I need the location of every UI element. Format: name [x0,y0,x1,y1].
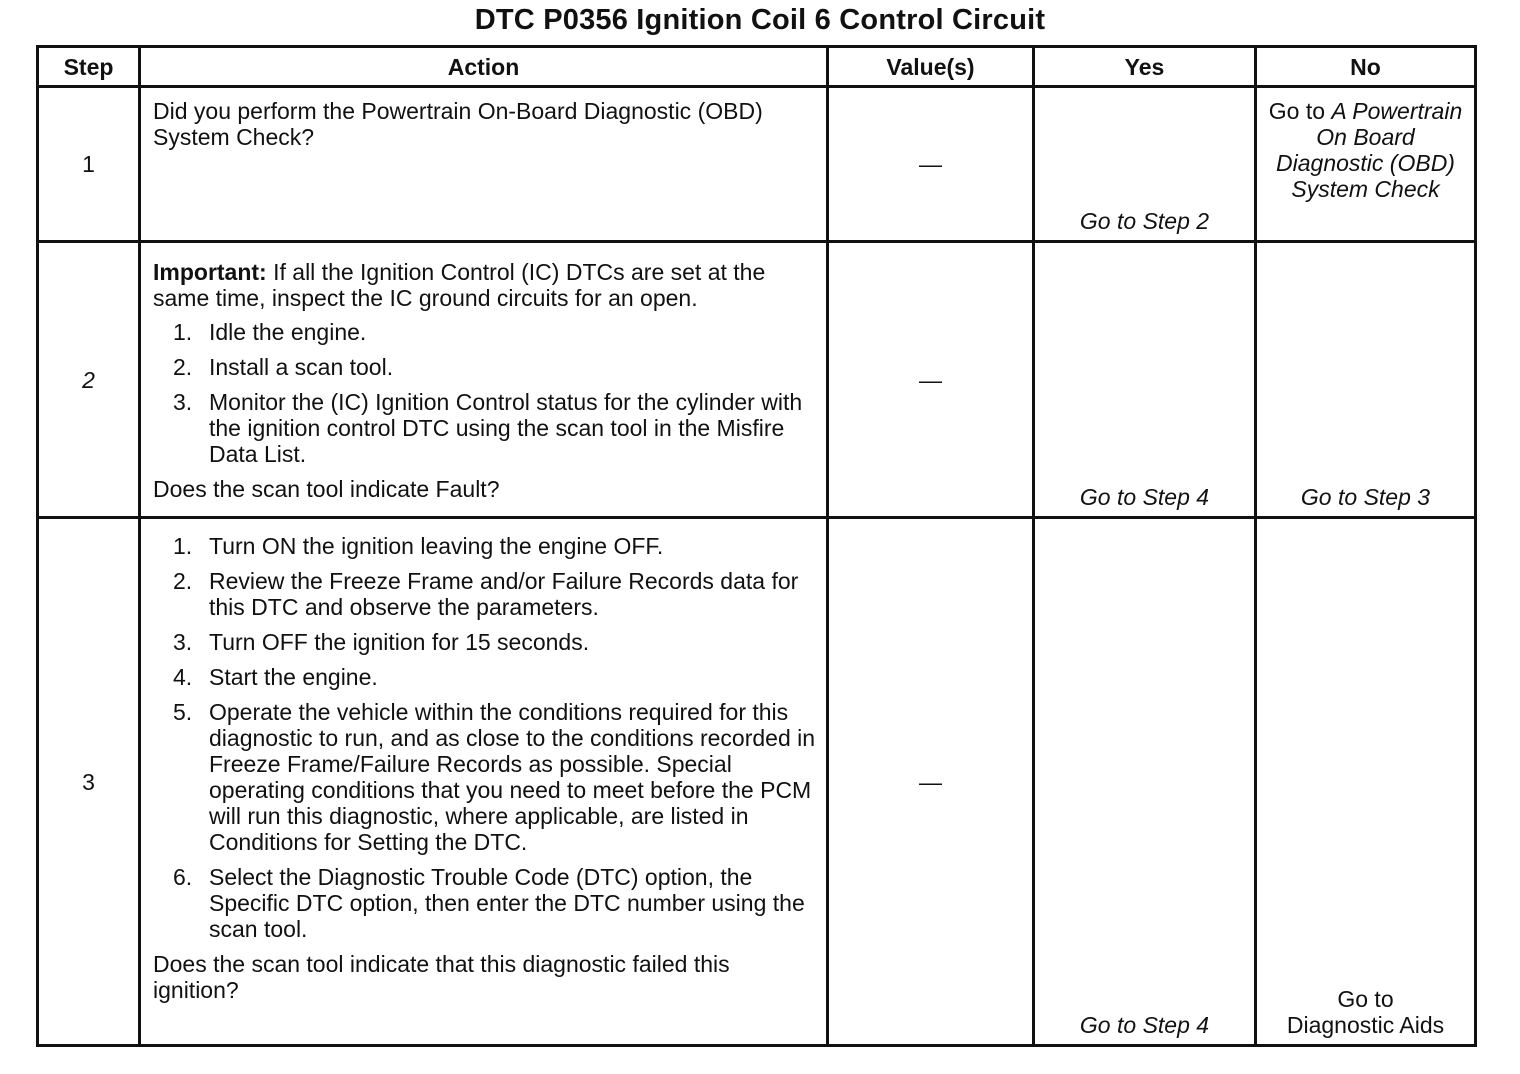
action-question: Does the scan tool indicate that this diagnostic failed this ignition? [153,951,730,1003]
action-steps [153,319,816,467]
no-cell: Go to Step 3 [1256,242,1476,518]
no-line-1: Go to [1337,986,1394,1012]
step-number: 1 [38,87,140,242]
yes-cell: Go to Step 4 [1034,242,1256,518]
important-label: Important: [153,259,267,285]
list-item: 4. Start the engine. [173,664,378,690]
table-row [38,87,1476,242]
diagnostic-table [36,45,1477,1047]
header-no: No [1256,47,1476,87]
table-row [38,242,1476,518]
no-line-2: Diagnostic Aids [1286,1012,1445,1038]
header-yes: Yes [1034,47,1256,87]
step-number: 2 [38,242,140,518]
list-item: 2. Review the Freeze Frame and/or Failure Records data for this DTC and observe the parameters. [173,568,799,620]
action-question: Did you perform the Powertrain On-Board Diagnostic (OBD) System Check? [153,98,763,150]
value-cell: — [828,518,1034,1046]
action-steps [153,533,816,942]
value-cell: — [828,242,1034,518]
list-item: 6. Select the Diagnostic Trouble Code (DTC) option, the Specific DTC option, then enter the DTC number using the scan tool. [173,864,805,942]
yes-cell: Go to Step 4 [1034,518,1256,1046]
value-cell: — [828,87,1034,242]
page-title: DTC P0356 Ignition Coil 6 Control Circuit [474,4,1046,36]
step-number: 3 [38,518,140,1046]
no-prefix: Go to [1268,98,1326,124]
action-question: Does the scan tool indicate Fault? [153,476,500,502]
action-cell [140,242,828,518]
list-item: 1. Turn ON the ignition leaving the engine OFF. [173,533,664,559]
important-text: If all the Ignition Control (IC) DTCs are set at the same time, inspect the IC ground circuits for an open. [153,259,766,311]
important-note [153,259,816,311]
list-item: 2. Install a scan tool. [173,354,394,380]
no-cell [1256,518,1476,1046]
header-step: Step [38,47,140,87]
table-header-row [38,47,1476,87]
no-cell [1256,87,1476,242]
list-item: 3. Monitor the (IC) Ignition Control status for the cylinder with the ignition control DTC using the scan tool in the Misfire Data List. [173,389,803,467]
action-cell [140,518,828,1046]
list-item: 5. Operate the vehicle within the conditions required for this diagnostic to run, and as close to the conditions recorded in Freeze Frame/Failure Records as possible. Special operating conditions that you need to meet before the PCM will run this diagnostic, where applicable, are listed in Conditions for Setting the DTC. [173,699,816,855]
table-row [38,518,1476,1046]
header-values: Value(s) [828,47,1034,87]
list-item: 3. Turn OFF the ignition for 15 seconds. [173,629,590,655]
list-item: 1. Idle the engine. [173,319,367,345]
no-reference: A Powertrain On Board Diagnostic (OBD) System Check [1276,98,1463,202]
yes-cell: Go to Step 2 [1034,87,1256,242]
header-action: Action [140,47,828,87]
action-cell [140,87,828,242]
